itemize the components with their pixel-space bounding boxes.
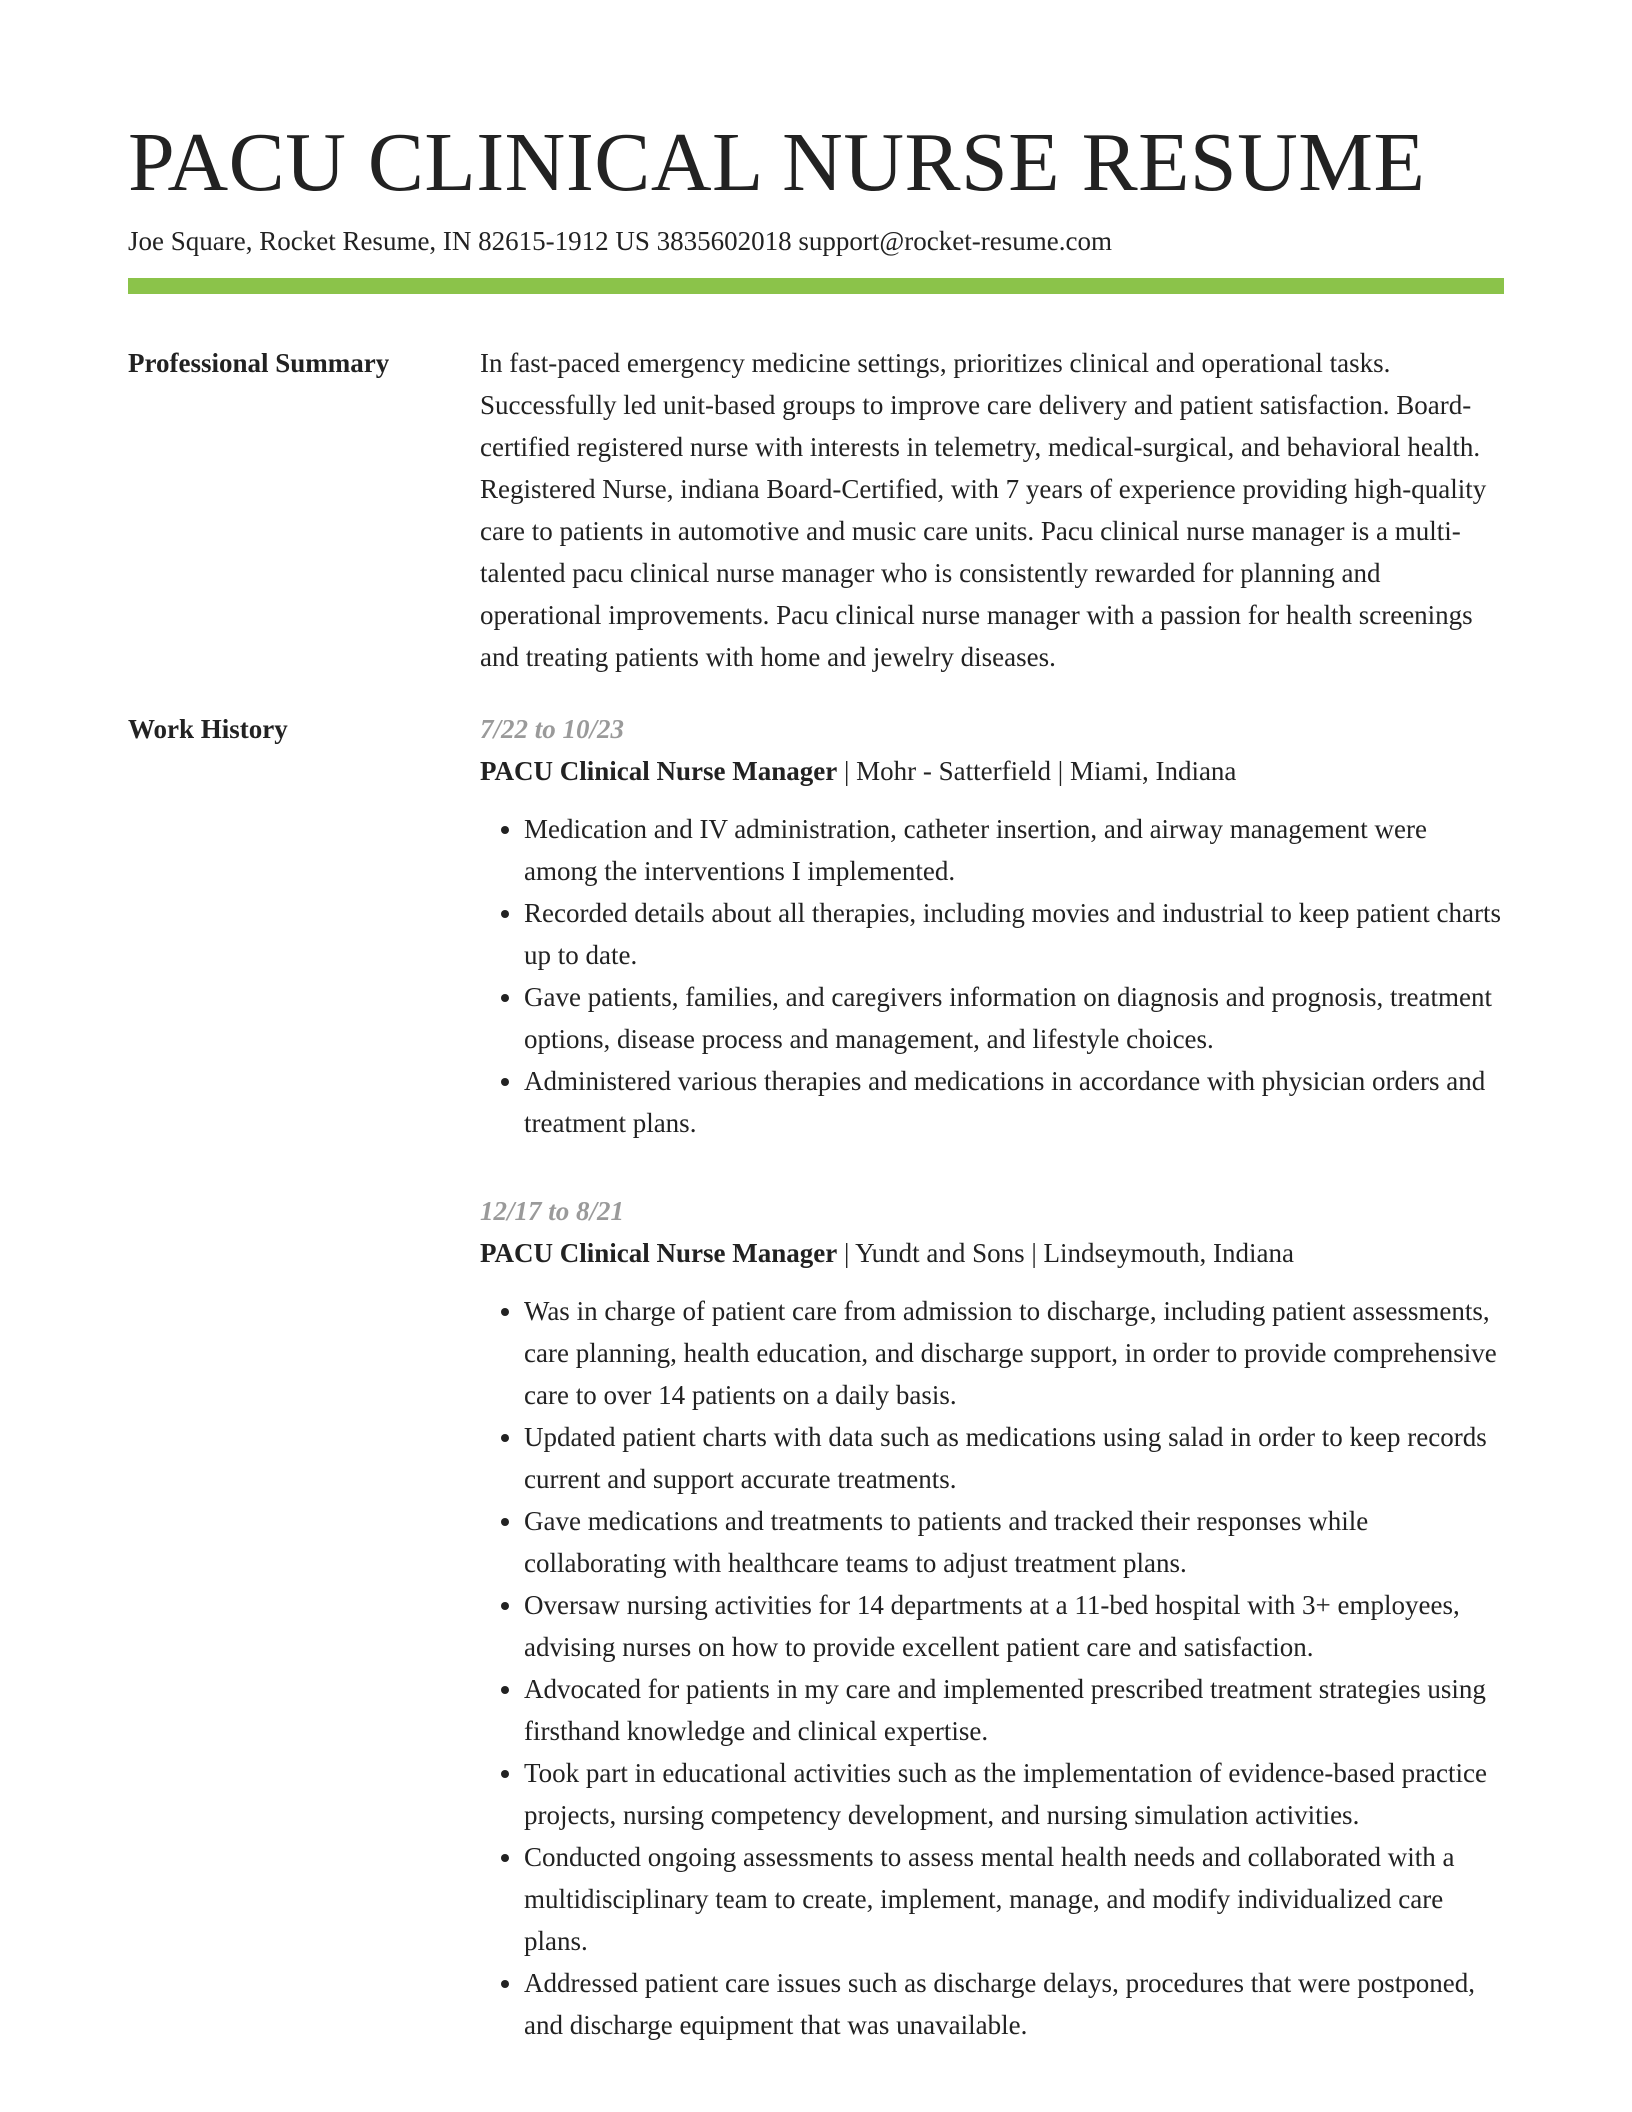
- job-bullet: • Recorded details about all therapies, including movies and industrial to keep patient charts up to date.: [524, 892, 1504, 976]
- contact-line: Joe Square, Rocket Resume, IN 82615-1912 US 3835602018 support@rocket-resume.com: [128, 226, 1112, 257]
- job-bullet: • Gave patients, families, and caregivers information on diagnosis and prognosis, treatment options, disease process and management, and lifestyle choices.: [524, 976, 1504, 1060]
- section-label-work: Work History: [128, 714, 288, 745]
- job-heading: [480, 750, 1504, 792]
- section-label-summary: Professional Summary: [128, 348, 390, 379]
- job-entry: [480, 708, 1504, 1144]
- resume-title: PACU CLINICAL NURSE RESUME: [128, 116, 1426, 209]
- job-bullet-list: [480, 808, 1504, 1144]
- job-details: | Mohr - Satterfield | Miami, Indiana: [837, 756, 1237, 787]
- job-bullet: • Was in charge of patient care from admission to discharge, including patient assessments, care planning, health education, and discharge support, in order to provide comprehensive care to over 14 patients on a daily basis.: [524, 1290, 1504, 1416]
- summary-body: [480, 342, 1504, 678]
- job-details: | Yundt and Sons | Lindseymouth, Indiana: [837, 1238, 1294, 1269]
- job-bullet: • Took part in educational activities such as the implementation of evidence-based practice projects, nursing competency development, and nursing simulation activities.: [524, 1752, 1504, 1836]
- summary-text: In fast-paced emergency medicine settings, prioritizes clinical and operational tasks. Successfully led unit-based groups to improve care delivery and patient satisfaction. Board-certified registered nurse with interests in telemetry, medical-surgical, and behavioral health. Registered Nurse, indiana Board-Certified, with 7 years of experience providing high-quality care to patients in automotive and music care units. Pacu clinical nurse manager is a multi-talented pacu clinical nurse manager who is consistently rewarded for planning and operational improvements. Pacu clinical nurse manager with a passion for health screenings and treating patients with home and jewelry diseases.: [480, 348, 1487, 673]
- job-bullet: • Oversaw nursing activities for 14 departments at a 11-bed hospital with 3+ employees, advising nurses on how to provide excellent patient care and satisfaction.: [524, 1584, 1504, 1668]
- job-title: PACU Clinical Nurse Manager: [480, 756, 838, 787]
- job-bullet: • Conducted ongoing assessments to assess mental health needs and collaborated with a multidisciplinary team to create, implement, manage, and modify individualized care plans.: [524, 1836, 1504, 1962]
- job-bullet: • Gave medications and treatments to patients and tracked their responses while collaborating with healthcare teams to adjust treatment plans.: [524, 1500, 1504, 1584]
- job-bullet: • Administered various therapies and medications in accordance with physician orders and treatment plans.: [524, 1060, 1504, 1144]
- work-history-body: [480, 708, 1504, 2092]
- job-entry: [480, 1190, 1504, 2046]
- job-dates: 7/22 to 10/23: [480, 714, 625, 745]
- professional-summary-section: [128, 342, 1504, 678]
- job-bullet: • Addressed patient care issues such as discharge delays, procedures that were postponed, and discharge equipment that was unavailable.: [524, 1962, 1504, 2046]
- job-bullet: • Advocated for patients in my care and implemented prescribed treatment strategies using firsthand knowledge and clinical expertise.: [524, 1668, 1504, 1752]
- accent-divider: [128, 278, 1504, 294]
- job-dates: 12/17 to 8/21: [480, 1196, 625, 1227]
- job-bullet-list: [480, 1290, 1504, 2046]
- job-title: PACU Clinical Nurse Manager: [480, 1238, 838, 1269]
- job-heading: [480, 1232, 1504, 1274]
- work-history-section: [128, 708, 1504, 2092]
- job-bullet: • Medication and IV administration, catheter insertion, and airway management were among the interventions I implemented.: [524, 808, 1504, 892]
- job-bullet: • Updated patient charts with data such as medications using salad in order to keep records current and support accurate treatments.: [524, 1416, 1504, 1500]
